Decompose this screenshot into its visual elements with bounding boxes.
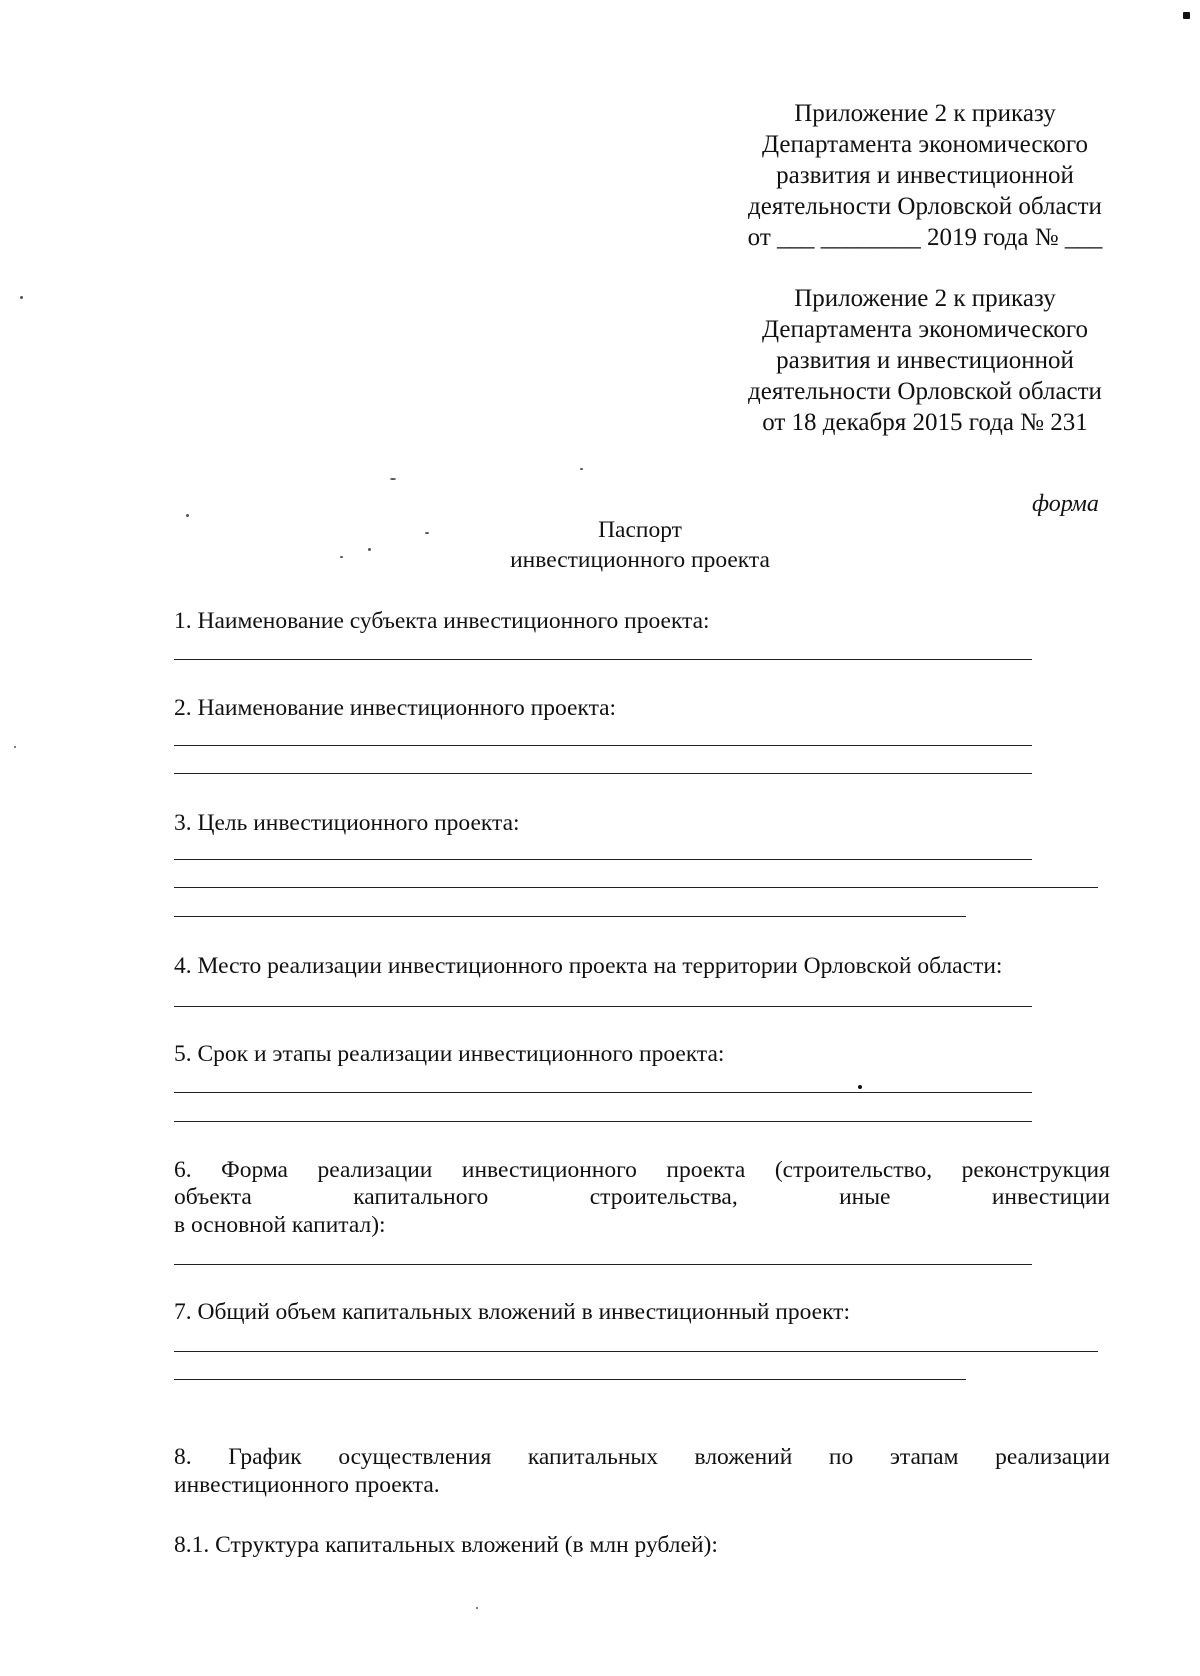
- section-7-heading: 7. Общий объем капитальных вложений в инвестиционный проект:: [174, 1299, 850, 1325]
- heading-word: инвестиционного: [461, 1157, 637, 1183]
- heading-word: 6.: [174, 1157, 192, 1183]
- document-title-line-2: инвестиционного проекта: [510, 547, 770, 573]
- heading-word: объекта: [174, 1184, 252, 1210]
- heading-word: проекта: [666, 1157, 746, 1183]
- section-6-heading-line-3: в основной капитал):: [174, 1212, 386, 1238]
- heading-word: осуществления: [338, 1444, 492, 1470]
- heading-word: реализации: [317, 1157, 433, 1183]
- header-previous-line-2: Департамента экономического: [762, 316, 1088, 343]
- scan-speck: [390, 478, 396, 480]
- heading-word: по: [828, 1444, 854, 1470]
- header-current-line-1: Приложение 2 к приказу: [794, 100, 1056, 127]
- header-current-line-5: от ___ ________ 2019 года № ___: [747, 224, 1103, 251]
- scan-speck: [1183, 12, 1190, 19]
- section-6-heading-line-1: [174, 1156, 1110, 1184]
- heading-word: иные: [839, 1184, 891, 1210]
- scan-speck: [186, 514, 189, 517]
- header-current-order: [690, 98, 1160, 253]
- header-previous-line-4: деятельности Орловской области: [748, 378, 1102, 405]
- section-2-fill-line-1: [174, 745, 1032, 746]
- header-previous-line-1: Приложение 2 к приказу: [794, 285, 1056, 312]
- heading-word: капитального: [353, 1184, 489, 1210]
- section-6-fill-line-1: [174, 1264, 1032, 1265]
- heading-word: реализации: [995, 1444, 1110, 1470]
- heading-word: вложений: [694, 1444, 793, 1470]
- section-5-fill-line-2: [174, 1121, 1032, 1122]
- section-2-heading: 2. Наименование инвестиционного проекта:: [174, 695, 617, 721]
- heading-word: строительства,: [589, 1184, 738, 1210]
- header-previous-line-5: от 18 декабря 2015 года № 231: [762, 409, 1088, 436]
- header-current-line-4: деятельности Орловской области: [748, 193, 1102, 220]
- heading-word: реконструкция: [961, 1157, 1110, 1183]
- section-8-heading-line-2: инвестиционного проекта.: [174, 1472, 440, 1498]
- scan-speck: [476, 1607, 478, 1609]
- section-5-fill-line-1: [174, 1092, 1032, 1093]
- scan-speck: [580, 468, 583, 470]
- heading-word: Форма: [221, 1157, 288, 1183]
- header-current-line-3: развития и инвестиционной: [776, 162, 1074, 189]
- section-8-heading-line-1: [174, 1443, 1110, 1471]
- section-4-heading: 4. Место реализации инвестиционного проекта на территории Орловской области:: [174, 953, 1003, 979]
- heading-word: 8.: [174, 1444, 192, 1470]
- scan-speck: [425, 532, 429, 534]
- heading-word: инвестиции: [991, 1184, 1110, 1210]
- section-3-fill-line-2: [174, 887, 1098, 888]
- section-8-1-heading: 8.1. Структура капитальных вложений (в млн рублей):: [174, 1532, 718, 1558]
- section-4-fill-line-1: [174, 1006, 1032, 1007]
- section-6-heading-line-2: [174, 1183, 1110, 1211]
- heading-word: этапам: [889, 1444, 959, 1470]
- header-current-line-2: Департамента экономического: [762, 131, 1088, 158]
- section-7-fill-line-1: [174, 1351, 1098, 1352]
- heading-word: График: [228, 1444, 302, 1470]
- form-label: форма: [1032, 491, 1099, 517]
- section-3-fill-line-1: [174, 859, 1032, 860]
- section-1-fill-line-1: [174, 659, 1032, 660]
- scan-speck: [20, 296, 23, 299]
- section-1-heading: 1. Наименование субъекта инвестиционного проекта:: [174, 608, 710, 634]
- section-5-heading: 5. Срок и этапы реализации инвестиционного проекта:: [174, 1041, 725, 1067]
- scan-speck: [340, 556, 343, 558]
- document-title-line-1: Паспорт: [598, 517, 682, 543]
- section-3-fill-line-3: [174, 916, 966, 917]
- section-3-heading: 3. Цель инвестиционного проекта:: [174, 810, 520, 836]
- heading-word: (строительство,: [774, 1157, 933, 1183]
- scan-speck: [368, 548, 371, 551]
- scan-speck: [858, 1085, 862, 1089]
- heading-word: капитальных: [527, 1444, 658, 1470]
- header-previous-order: [690, 283, 1160, 438]
- scan-speck: [14, 746, 16, 748]
- section-2-fill-line-2: [174, 773, 1032, 774]
- section-7-fill-line-2: [174, 1379, 966, 1380]
- header-previous-line-3: развития и инвестиционной: [776, 347, 1074, 374]
